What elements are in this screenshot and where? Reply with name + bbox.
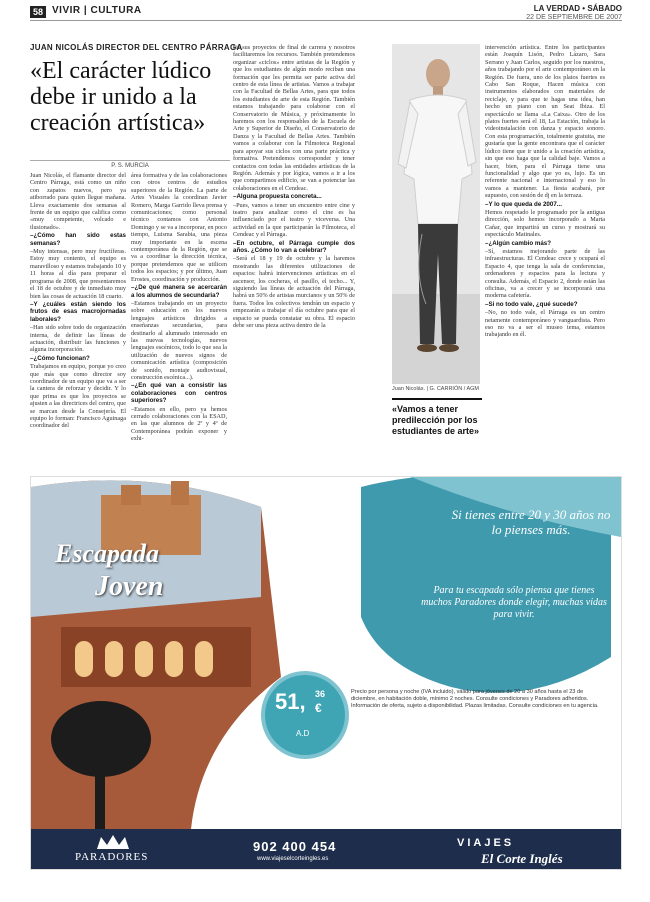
issue-date: 22 DE SEPTIEMBRE DE 2007 [526,14,622,21]
viajes-logo-text: VIAJES [457,837,515,849]
paragraph: bir sus proyectos de final de carrera y nosotros facilitaremos los recursos. También pretendemos organizar «ciclos» entre artistas de la Región y que los estudiantes de algún modo reciban una formación que les permita ser parte activa del centro de esta línea de artistas. Vamos a trabajar con la Facultad de Bellas Artes, para que todos los estudiantes de arte de esta Región. También estamos trabajando para colaborar con el Conservatorio de Música, y próximamente lo haremos con los responsables de la Escuela de Arte y Superior de Diseño, el Conservatorio de Danza y la Facultad de Bellas Artes. También vamos a colaborar con la Filmoteca Regional para apoyar sus ciclos con una parte práctica y formativa. Pretendemos corresponder y tener contactos con todas las entidades artísticas de la Región. Además y por lógica, vamos a ir a los que compartimos edificio, se van a potenciar las colaboraciones en el Cendeac. [233,44,355,192]
ad-title-line-1: Escapada [55,539,159,568]
section-label: VIVIR | CULTURA [52,5,142,16]
paragraph: –Muy intensas, pero muy fructíferas. Estoy muy contento, el equipo es maravilloso y estamos trabajando 10 y 11 horas al día para preparar el programa de 2008, que presentaremos el 18 de octubre y de inmediato muy bien las cosas de actuación 18 cuarto. [30,248,126,300]
portrait-photo [392,44,480,384]
ad-subtagline: Para tu escapada sólo piensa que tienes muchos Paradores donde elegir, muchas vidas para vivir. [421,585,607,620]
article-column-3 [233,44,355,330]
interview-question: –¿Cómo han sido estas semanas? [30,232,126,247]
price-badge [265,675,345,755]
paragraph: –Estamos en ello, pero ya hemos cerrado colaboraciones con la ESAD, en las que alumnos de 2º y 4º de Contemporánea podrán exponer y exhi- [131,405,227,443]
interview-question: –Alguna propuesta concreta... [233,193,322,201]
paradores-logo: PARADORES [75,851,149,863]
price-currency: € [315,701,322,715]
paragraph: área formativa y de las colaboraciones con otros centros de estudios superiores de la Región. La parte de Artes Visuales la coordinan Javier Romero, Marga Garrido lleva prensa y comunicaciones; como personal técnico contamos con Antonio Domingo y se va a incorporar, en poco tiempo, Luisma Sarabia, una pieza muy importante en la escena contemporánea de la Región, que se va a coordinar la dirección técnica, porque pretendemos que se utilicen todos los espacios; y por último, Juan Erostes, coordinación y producción. [131,172,227,283]
interview-question: –¿En qué van a consistir las colaboraciones con centros superiores? [131,382,227,405]
paradores-crown-icon [93,833,133,851]
paragraph: Trabajamos en equipo, porque yo creo que más que como director soy coordinador de un equipo que va a ser la cantera de reforzar y decidir. Y lo que prima es que los proyectos se ajusten a las directrices del centro, que se marcan desde la Consejería. El equipo lo forman: Francisco Aguinaga coordinador del [30,363,126,430]
interview-question: –¿Cómo funcionan? [30,354,90,362]
newspaper-name: LA VERDAD • SÁBADO [533,4,622,13]
page-number: 58 [30,6,46,18]
photo-caption: Juan Nicolás. | G. CARRIÓN / AGM [392,386,480,392]
interview-question: –¿De qué manera se acercarán a los alumnos de secundaria? [131,284,227,299]
article-column-1 [30,172,126,431]
interview-question: –Y ¿cuáles están siendo los frutos de esas macrojornadas laborales? [30,300,126,323]
price-suffix: A.D [296,729,310,738]
price-main: 51, [275,689,306,714]
article-kicker: JUAN NICOLÁS DIRECTOR DEL CENTRO PÁRRAGA [30,43,243,52]
paragraph: Juan Nicolás, el flamante director del Centro Párraga, está como un niño con zapatos nuevos, pero ya atiborrado para quien llegue mañana. Lleva exactamente dos semanas al frente de un equipo que califica como «muy competente, volcado e ilusionado». [30,172,126,231]
ad-phone-number: 902 400 454 [253,839,337,854]
pull-quote: «Vamos a tener predilección por los estudiantes de arte» [392,398,482,437]
portrait-illustration [392,44,480,384]
ad-website[interactable]: www.viajeselcorteingles.es [257,856,329,862]
article-column-2 [131,172,227,444]
ad-tagline: Si tienes entre 20 y 30 años no lo pienses más. [451,507,611,537]
page-header [30,4,622,21]
interview-question: –Si no todo vale, ¿qué sucede? [485,300,578,308]
article-column-4 [485,44,605,340]
interview-question: –Y lo que queda de 2007... [485,200,562,208]
paragraph: –Sí, estamos mejorando parte de las infraestructuras. El Cendeac crece y ocupará el Espacio 4, que tenga la sala de conferencias, ordenadores y espacios para la lectura y consulta. Además, el Espacio 2, donde están las oficinas, va a crecer y se incorporará una moderna cafetería. [485,247,605,300]
paragraph: –Pues, vamos a tener un encuentro entre cine y teatro para analizar como el cine es ha influenciado por el teatro y viceversa. Una actividad en la que participarán la Filmoteca, el Cendeac y el Párraga. [233,201,355,239]
paragraph: –Han sido sobre todo de organización interna, de definir las líneas de actuación, distribuir las funciones y alguna incorporación. [30,324,126,354]
paragraph: –Será el 18 y 19 de octubre y la haremos mostrando las diferentes utilizaciones de espacios: habrá intervenciones artísticas en el ascensor, los cocheras, el pasillo, el techo... Y, siguiendo las líneas de actuación del Párraga, habrá un 50% de artistas murcianos y un 50% de fuera. Todos los colectivos tendrán un espacio y empezarán a trabajar el día octubre para que el espacio se pueda constatar su obra. El espacio debe ser una pieza activa dentro de la [233,255,355,330]
paragraph: –Estamos trabajando en un proyecto sobre educación en los nuevos lenguajes artísticos dirigidos a enseñanzas secundarias, para destinarlo al alumnado interesado en las nuevas tecnologías, nuevos lenguajes escénicos, todo lo que sea la utilización de nuevos signos de comunicación artística (composición de sonido, montaje audiovisual, construcción escénica...). [131,299,227,381]
paragraph: –No, no todo vale, el Párraga es un centro netamente contemporáneo y vanguardista. Pero eso no va a ser el museo tema, estamos trabajando en él. [485,309,605,339]
paragraph: intervención artística. Entre los participantes están Joaquín Lisón, Pedro Lázaro, Sara Serrano y Juan Carlos, seguido por los nuestros, años trabajando por el arte contemporáneo en la Región. De fuera, uno de los platos fuertes es Cabo San Roque, Hacen música con instrumentos elaborados con materiales de reciclaje, y para que te hagas una idea, han hecho un piano con un Seat Ibiza. El espectáculo se llama «La Caixa». Otro de los platos fuertes será el 18, La Estación, trabaja la videoinstalación con danza y espacio sonoro. Con esta programación, totalmente gratuita, me gustaría que la gente encontrara que el carácter lúdico tiene que ir unido a la creación artística, sin que eso haga que la calidad baje. Vamos a hacer, bien, para el Párraga tiene una funcionalidad y algo que yo es, lujo. Es un referente nacional e internacional y eso lo vamos a mantener. La fiesta acabará, por supuesto, con sesión de dj en la terraza. [485,44,605,200]
corte-ingles-logo: El Corte Inglés [481,851,563,866]
interview-question: –¿Algún cambio más? [485,239,552,247]
interview-question: –En octubre, el Párraga cumple dos años. ¿Cómo lo van a celebrar? [233,239,355,254]
ad-fine-print: Precio por persona y noche (IVA incluido), válido para jóvenes de 20 a 30 años hasta el 23 de diciembre, en habitación doble, mínimo 2 noches. Consulte condiciones y Paradores adheridos. Información de oferta, sujeto a disponibilidad. Plazas limitadas. Consulte condiciones en tu agencia. [351,689,599,709]
ad-title-line-2: Joven [95,571,164,602]
price-cents: 36 [315,689,326,699]
article-byline: P. S. MURCIA [30,160,230,169]
article-headline: «El carácter lúdico debe ir unido a la creación artística» [30,58,212,136]
advertisement [30,476,622,870]
paragraph: Hemos respetado le programado por la antigua dirección, solo hemos incorporado a Marta Cañar, que impartirá un curso y mostrará su espectáculo Matinales. [485,208,605,239]
